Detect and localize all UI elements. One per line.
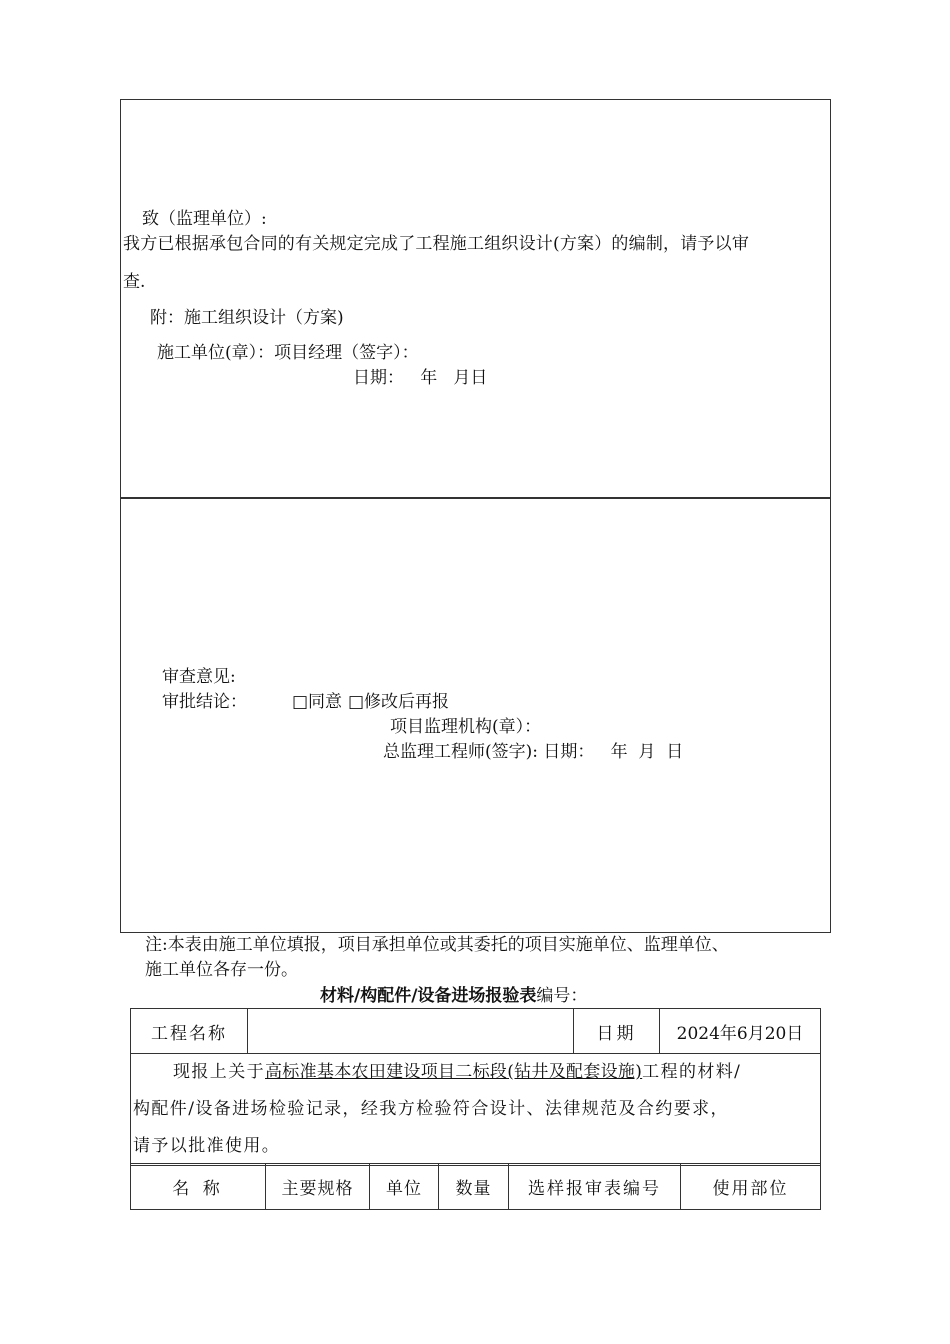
submission-body-line1: 我方已根据承包合同的有关规定完成了工程施工组织设计(方案）的编制，请予以审 xyxy=(123,234,750,254)
submission-box xyxy=(120,99,831,499)
column-quantity: 数量 xyxy=(439,1164,509,1210)
note-line2: 施工单位各存一份。 xyxy=(145,960,298,980)
date-label: 日期 xyxy=(574,1009,660,1054)
form-title-text: 材料/构配件/设备进场报验表 xyxy=(320,986,537,1006)
submission-body-line2: 查. xyxy=(123,272,146,292)
contractor-signature-line: 施工单位(章）：项目经理（签字）： xyxy=(157,343,419,363)
addressee-line: 致（监理单位）: xyxy=(142,209,267,229)
submission-date-line: 日期： 年 月日 xyxy=(353,368,488,388)
review-box xyxy=(120,497,831,933)
materials-column-table xyxy=(130,1163,821,1210)
revise-resubmit-checkbox[interactable]: □修改后再报 xyxy=(348,692,450,712)
report-line3: 请予以批准使用。 xyxy=(133,1136,281,1156)
column-name: 名 称 xyxy=(131,1164,266,1210)
date-value[interactable]: 2024年6月20日 xyxy=(660,1009,821,1054)
chief-engineer-date-line: 总监理工程师(签字): 日期： 年 月 日 xyxy=(383,742,684,762)
approval-conclusion-label: 审批结论： xyxy=(162,692,247,712)
column-sample-form-number: 选样报审表编号 xyxy=(509,1164,681,1210)
column-usage-location: 使用部位 xyxy=(681,1164,821,1210)
project-header-table xyxy=(130,1008,821,1166)
report-project-name: 高标准基本农田建设项目二标段(钻井及配套设施) xyxy=(265,1062,643,1082)
agree-checkbox[interactable]: □同意 xyxy=(292,692,343,712)
column-unit: 单位 xyxy=(370,1164,439,1210)
attachment-line: 附：施工组织设计（方案) xyxy=(150,308,344,328)
project-name-value[interactable] xyxy=(248,1009,574,1054)
report-suffix: 工程的材料/ xyxy=(642,1062,742,1082)
form-title xyxy=(320,986,587,1006)
review-opinion-label: 审查意见: xyxy=(162,667,236,687)
project-name-label: 工程名称 xyxy=(131,1009,248,1054)
report-statement-cell xyxy=(131,1054,821,1166)
supervision-org-line: 项目监理机构(章）： xyxy=(390,717,542,737)
note-line1: 注:本表由施工单位填报，项目承担单位或其委托的项目实施单位、监理单位、 xyxy=(145,935,729,955)
report-prefix: 现报上关于 xyxy=(173,1062,265,1082)
report-line1 xyxy=(133,1054,818,1091)
form-number-label: 编号： xyxy=(536,986,588,1006)
column-spec: 主要规格 xyxy=(266,1164,370,1210)
report-line2: 构配件/设备进场检验记录，经我方检验符合设计、法律规范及合约要求， xyxy=(133,1099,729,1119)
